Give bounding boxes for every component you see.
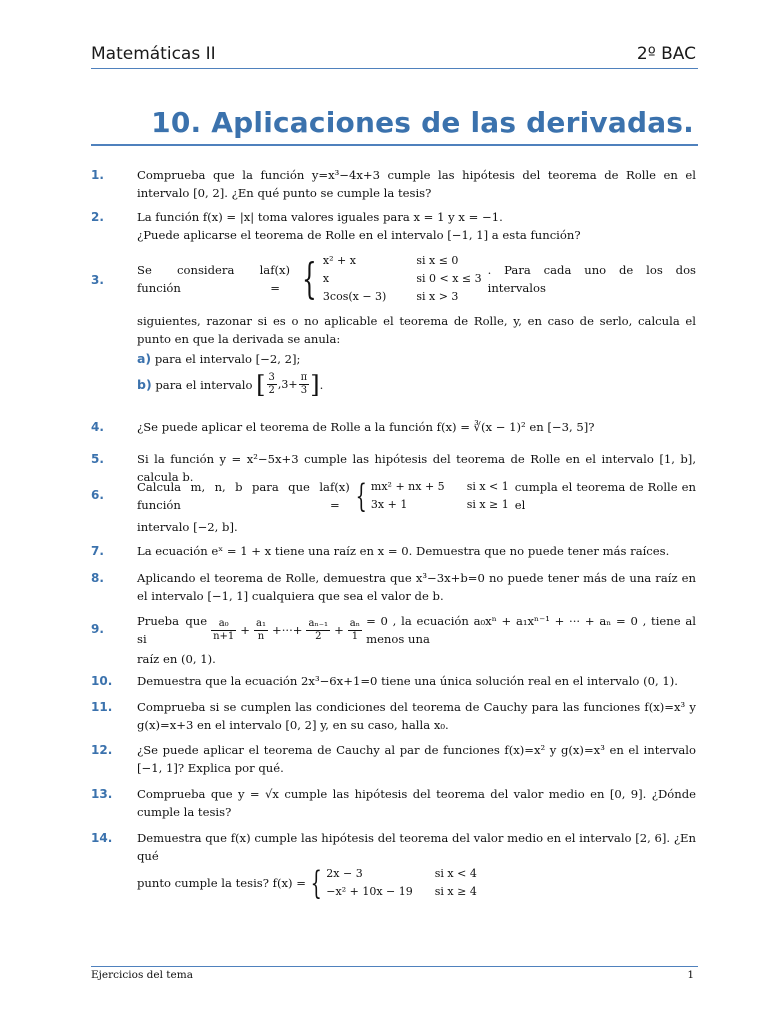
piece-cond: si x < 4 xyxy=(434,867,477,880)
exercise-text: Demuestra que la ecuación 2x³−6x+1=0 tiene una única solución real en el intervalo (0, 1). xyxy=(137,674,678,688)
exercise-text: La ecuación eˣ = 1 + x tiene una raíz en x = 0. Demuestra que no puede tener más raíces. xyxy=(137,544,670,558)
course-label: 2º BAC xyxy=(636,44,696,64)
exercise-number: 8. xyxy=(91,571,104,585)
exercise-text: . Para cada uno de los dos intervalos xyxy=(487,263,696,295)
exercise-number: 14. xyxy=(91,831,113,845)
subitem-label: b) xyxy=(137,376,152,392)
exercise-text: Demuestra que f(x) cumple las hipótesis del teorema del valor medio en el intervalo [2, 6]. ¿En qué xyxy=(137,831,696,863)
exercise-number: 11. xyxy=(91,700,113,714)
bracket-icon: [ xyxy=(256,370,266,399)
page-title: 10. Aplicaciones de las derivadas. xyxy=(151,106,694,139)
exercise-text: siguientes, razonar si es o no aplicable el teorema de Rolle, y, en caso de serlo, calcula el punto en que la derivada se anula: xyxy=(137,314,696,346)
exercise-text: cumpla el teorema de Rolle en el xyxy=(514,480,696,512)
exercise-text: ¿Se puede aplicar el teorema de Rolle a la función f(x) = ∛(x − 1)² en [−3, 5]? xyxy=(137,420,595,434)
exercise-text: raíz en (0, 1). xyxy=(137,652,216,666)
piece-cond: si x ≤ 0 xyxy=(416,254,459,267)
exercise-text: Comprueba si se cumplen las condiciones del teorema de Cauchy para las funciones f(x)=x³ y g(x)=x+3 en el intervalo [0, 2] y, en su caso, halla x₀. xyxy=(137,700,696,732)
function-label: f(x) = xyxy=(329,480,350,512)
piece-expr: 3x + 1 xyxy=(370,498,408,511)
subitem-text: para el intervalo [−2, 2]; xyxy=(154,352,301,366)
title-rule xyxy=(91,144,698,146)
exercise-number: 3. xyxy=(91,273,104,287)
page-header xyxy=(91,42,698,69)
piece-cond: si x ≥ 4 xyxy=(434,885,477,898)
brace: { xyxy=(355,477,367,515)
exercise-text: ¿Puede aplicarse el teorema de Rolle en el intervalo [−1, 1] a esta función? xyxy=(137,228,581,242)
fraction: $\frac{\pi}{3}$ xyxy=(300,372,308,396)
piece-expr: 2x − 3 xyxy=(326,867,363,880)
fraction: $\frac{\text{a₀}}{n+1}$ xyxy=(213,617,235,642)
brace: { xyxy=(310,864,322,902)
piece-expr: x² + x xyxy=(322,254,356,267)
piece-cond: si 0 < x ≤ 3 xyxy=(416,272,482,285)
exercise-number: 4. xyxy=(91,420,104,434)
subitem-label: a) xyxy=(137,351,152,366)
bracket-icon: ] xyxy=(310,370,320,399)
fraction: $\frac{\text{a₁}}{n}$ xyxy=(256,617,266,642)
piece-expr: mx² + nx + 5 xyxy=(370,480,445,493)
exercise-number: 13. xyxy=(91,787,113,801)
exercise-number: 6. xyxy=(91,488,104,502)
exercise-number: 1. xyxy=(91,168,104,182)
fraction: $\frac{\text{aₙ₋₁}}{2}$ xyxy=(308,617,329,642)
piece-cond: si x > 3 xyxy=(416,290,459,303)
subject-label: Matemáticas II xyxy=(91,44,216,64)
footer-label: Ejercicios del tema xyxy=(91,969,193,981)
piece-cond: si x ≥ 1 xyxy=(466,498,509,511)
exercise-text: Calcula m, n, b para que la función xyxy=(137,480,330,512)
exercise-number: 9. xyxy=(91,622,104,636)
function-label: f(x) = xyxy=(272,876,306,890)
exercise-text: punto cumple la tesis? xyxy=(137,876,269,890)
piece-expr: 3cos(x − 3) xyxy=(322,290,387,303)
exercise-text: ¿Se puede aplicar el teorema de Cauchy al par de funciones f(x)=x² y g(x)=x³ en el intervalo [−1, 1]? Explica por qué. xyxy=(137,743,696,775)
exercise-text: Se considera la función xyxy=(137,263,271,295)
exercise-number: 5. xyxy=(91,452,104,466)
piece-expr: x xyxy=(322,272,330,285)
piece-cond: si x < 1 xyxy=(466,480,509,493)
exercise-text: Comprueba que y = √x cumple las hipótesis del teorema del valor medio en [0, 9]. ¿Dónde cumple la tesis? xyxy=(137,787,696,819)
exercise-text: Aplicando el teorema de Rolle, demuestra que x³−3x+b=0 no puede tener más de una raíz en el intervalo [−1, 1] cualquiera que sea el valor de b. xyxy=(137,571,696,603)
function-label: f(x) = xyxy=(270,263,291,295)
exercise-number: 12. xyxy=(91,743,113,757)
exercise-text: intervalo [−2, b]. xyxy=(137,520,238,534)
piecewise-function xyxy=(270,252,487,306)
page-number: 1 xyxy=(687,969,694,981)
exercise-text: Si la función y = x²−5x+3 cumple las hipótesis del teorema de Rolle en el intervalo [1, b], calcula b. xyxy=(137,452,696,484)
exercise-text: La función f(x) = |x| toma valores iguales para x = 1 y x = −1. xyxy=(137,210,503,224)
page-footer xyxy=(91,966,698,981)
piecewise-function xyxy=(326,865,483,901)
fraction: $\frac{\text{aₙ}}{1}$ xyxy=(349,617,361,642)
piecewise-function xyxy=(330,478,515,514)
subitem-text: para el intervalo xyxy=(155,377,253,392)
exercise-text: Comprueba que la función y=x³−4x+3 cumple las hipótesis del teorema de Rolle en el intervalo [0, 2]. ¿En qué punto se cumple la tesis? xyxy=(137,168,696,200)
brace: { xyxy=(302,254,317,303)
exercise-text: Prueba que si xyxy=(137,614,208,646)
exercise-number: 2. xyxy=(91,210,104,224)
exercise-text: = 0 , la ecuación a₀xⁿ + a₁xⁿ⁻¹ + ··· + aₙ = 0 , tiene al menos una xyxy=(366,614,696,646)
exercise-number: 7. xyxy=(91,544,104,558)
fraction: $\frac{3}{2}$ xyxy=(268,372,275,396)
piece-expr: −x² + 10x − 19 xyxy=(326,885,413,898)
exercise-number: 10. xyxy=(91,674,113,688)
